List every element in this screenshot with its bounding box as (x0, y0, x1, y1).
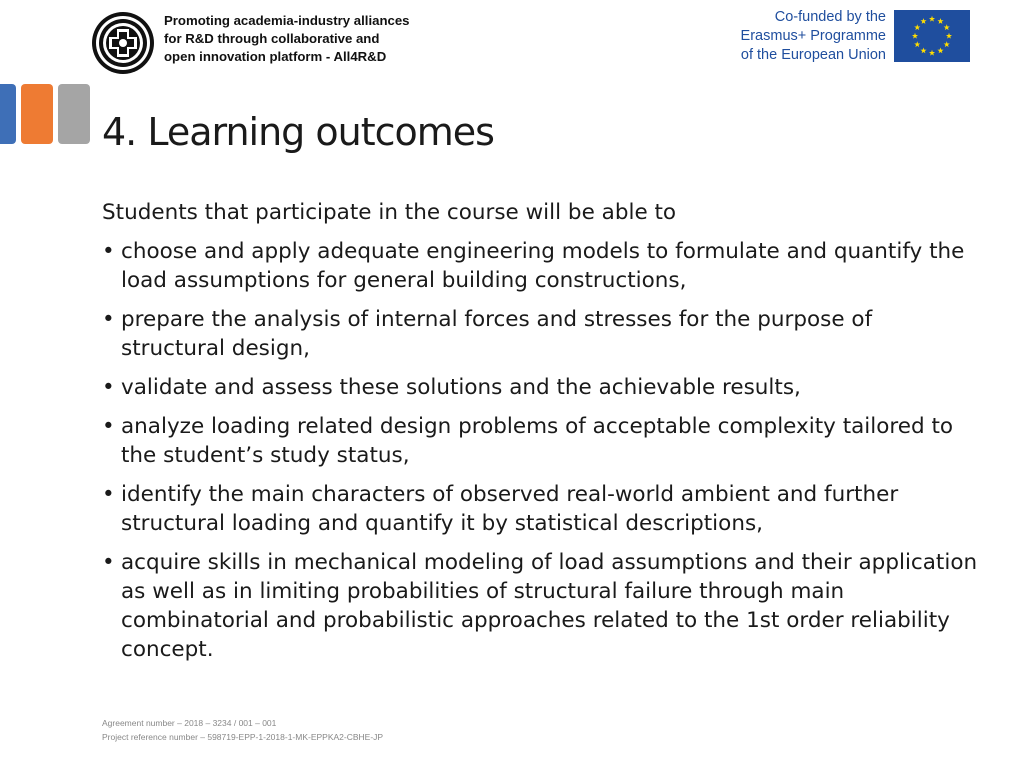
list-item (102, 237, 982, 295)
agreement-number: Agreement number – 2018 – 3234 / 001 – 001 (102, 718, 277, 728)
list-item-text: acquire skills in mechanical modeling of load assumptions and their application as well as in limiting probabilities of structural failure through main combinatorial and probabilistic approaches related to the 1st order reliability concept. (121, 550, 978, 662)
list-item-text: prepare the analysis of internal forces and stresses for the purpose of structural design, (121, 307, 873, 361)
eu-funding-line: of the European Union (740, 47, 886, 63)
list-item-text: choose and apply adequate engineering models to formulate and quantify the load assumptions for general building constructions, (121, 239, 965, 293)
bullet-icon: • (102, 239, 115, 264)
accent-bar-blue (0, 84, 16, 144)
project-title (164, 12, 484, 66)
slide-title: 4. Learning outcomes (102, 110, 494, 154)
project-title-line: open innovation platform - All4R&D (164, 49, 387, 64)
project-title-line: Promoting academia-industry alliances (164, 13, 410, 28)
list-item (102, 480, 982, 538)
list-item (102, 305, 982, 363)
list-item-text: identify the main characters of observed real-world ambient and further structural loading and quantify it by statistical descriptions, (121, 482, 899, 536)
project-title-line: for R&D through collaborative and (164, 31, 380, 46)
bullet-icon: • (102, 482, 115, 507)
bullet-icon: • (102, 307, 115, 332)
project-reference-number: Project reference number – 598719-EPP-1-2018-1-MK-EPPKA2-CBHE-JP (102, 732, 384, 742)
learning-outcomes-body (102, 198, 982, 674)
list-item (102, 412, 982, 470)
intro-text: Students that participate in the course will be able to (102, 200, 677, 225)
eu-funding-statement (716, 8, 886, 65)
eu-funding-line: Erasmus+ Programme (740, 28, 886, 44)
accent-bar-gray (58, 84, 90, 144)
bullet-icon: • (102, 375, 115, 400)
bullet-icon: • (102, 550, 115, 575)
eu-funding-line: Co-funded by the (774, 9, 886, 25)
footer (102, 716, 383, 744)
bullet-icon: • (102, 414, 115, 439)
accent-bar-orange (21, 84, 53, 144)
all4rd-logo-icon (90, 10, 156, 76)
list-item-text: analyze loading related design problems of acceptable complexity tailored to the student’s study status, (121, 414, 954, 468)
list-item (102, 373, 982, 402)
outcomes-list (102, 237, 982, 664)
list-item (102, 548, 982, 664)
eu-flag-icon (894, 10, 970, 62)
list-item-text: validate and assess these solutions and the achievable results, (121, 375, 801, 400)
